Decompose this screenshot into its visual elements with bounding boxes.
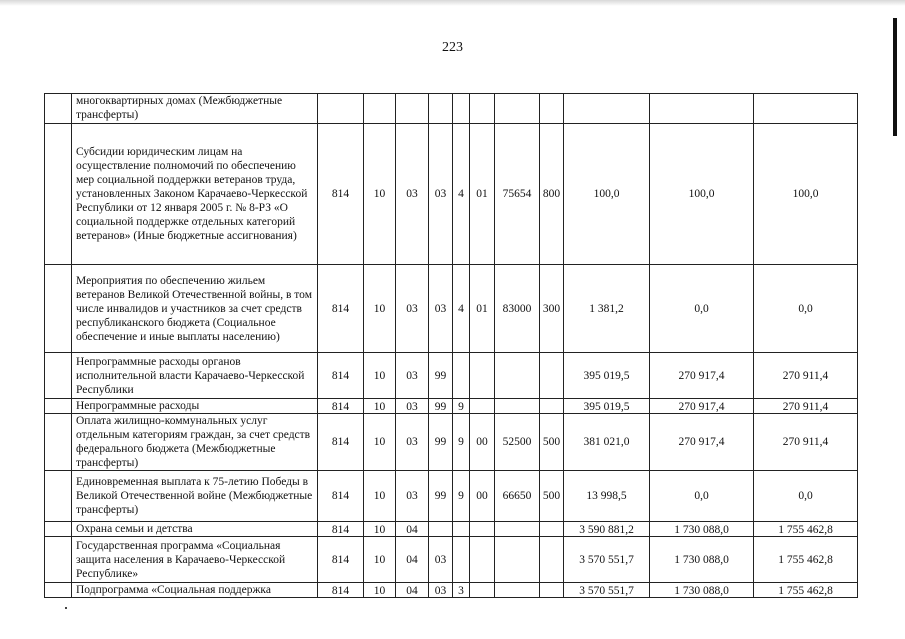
cell-section xyxy=(364,94,396,124)
cell-measure xyxy=(470,537,495,583)
cell-program: 99 xyxy=(429,471,453,522)
cell-ministry: 814 xyxy=(318,537,364,583)
cell-amount-1: 1 381,2 xyxy=(564,265,650,353)
cell-program: 99 xyxy=(429,414,453,471)
budget-table xyxy=(44,93,858,598)
cell-amount-1: 100,0 xyxy=(564,124,650,265)
cell-amount-3 xyxy=(754,94,858,124)
cell-amount-3: 0,0 xyxy=(754,265,858,353)
cell-amount-1: 395 019,5 xyxy=(564,399,650,414)
cell-amount-1: 3 570 551,7 xyxy=(564,583,650,598)
cell-expense-type: 500 xyxy=(540,471,564,522)
cell-amount-1 xyxy=(564,94,650,124)
cell-subprogram: 9 xyxy=(453,471,470,522)
cell-measure: 00 xyxy=(470,414,495,471)
scan-margin-bar xyxy=(893,18,897,136)
cell-ministry xyxy=(318,94,364,124)
cell-measure: 01 xyxy=(470,124,495,265)
cell-subsection: 03 xyxy=(396,471,429,522)
cell-subsection: 03 xyxy=(396,414,429,471)
cell-measure xyxy=(470,94,495,124)
cell-description: Охрана семьи и детства xyxy=(72,522,318,537)
cell-section: 10 xyxy=(364,265,396,353)
table-row xyxy=(45,94,858,124)
cell-direction xyxy=(495,583,540,598)
cell-description: Оплата жилищно-коммунальных услуг отдельным категориям граждан, за счет средств федерального бюджета (Межбюджетные трансферты) xyxy=(72,414,318,471)
cell-amount-2: 100,0 xyxy=(650,124,754,265)
cell-expense-type xyxy=(540,353,564,399)
table-row xyxy=(45,124,858,265)
cell-expense-type xyxy=(540,94,564,124)
table-row xyxy=(45,522,858,537)
cell-direction xyxy=(495,522,540,537)
cell-amount-1: 3 590 881,2 xyxy=(564,522,650,537)
cell-direction xyxy=(495,399,540,414)
cell-ministry: 814 xyxy=(318,471,364,522)
cell-subsection xyxy=(396,94,429,124)
cell-amount-3: 270 911,4 xyxy=(754,399,858,414)
cell-program xyxy=(429,522,453,537)
cell-amount-3: 270 911,4 xyxy=(754,353,858,399)
table-row xyxy=(45,265,858,353)
table-row xyxy=(45,353,858,399)
cell-ministry: 814 xyxy=(318,399,364,414)
cell-measure xyxy=(470,353,495,399)
cell-expense-type: 500 xyxy=(540,414,564,471)
table-row xyxy=(45,537,858,583)
cell-description: Мероприятия по обеспечению жильем ветеранов Великой Отечественной войны, в том числе инвалидов и участников за счет средств республиканского бюджета (Социальное обеспечение и иные выплаты населению) xyxy=(72,265,318,353)
cell-index xyxy=(45,537,72,583)
cell-subprogram xyxy=(453,353,470,399)
cell-measure xyxy=(470,399,495,414)
cell-subsection: 04 xyxy=(396,537,429,583)
cell-expense-type: 800 xyxy=(540,124,564,265)
cell-subprogram: 9 xyxy=(453,399,470,414)
cell-direction: 66650 xyxy=(495,471,540,522)
cell-subprogram xyxy=(453,522,470,537)
cell-subprogram: 9 xyxy=(453,414,470,471)
cell-section: 10 xyxy=(364,583,396,598)
cell-section: 10 xyxy=(364,537,396,583)
cell-ministry: 814 xyxy=(318,353,364,399)
cell-amount-2: 270 917,4 xyxy=(650,353,754,399)
page-number: 223 xyxy=(442,40,463,55)
cell-direction: 52500 xyxy=(495,414,540,471)
cell-program: 99 xyxy=(429,353,453,399)
cell-ministry: 814 xyxy=(318,583,364,598)
cell-subsection: 04 xyxy=(396,583,429,598)
cell-measure xyxy=(470,583,495,598)
cell-subprogram: 4 xyxy=(453,265,470,353)
cell-index xyxy=(45,414,72,471)
cell-index xyxy=(45,471,72,522)
cell-section: 10 xyxy=(364,471,396,522)
cell-direction: 83000 xyxy=(495,265,540,353)
cell-ministry: 814 xyxy=(318,414,364,471)
cell-program: 03 xyxy=(429,583,453,598)
cell-amount-2: 0,0 xyxy=(650,471,754,522)
cell-subsection: 04 xyxy=(396,522,429,537)
cell-amount-2: 1 730 088,0 xyxy=(650,522,754,537)
cell-amount-1: 381 021,0 xyxy=(564,414,650,471)
cell-amount-3: 100,0 xyxy=(754,124,858,265)
cell-ministry: 814 xyxy=(318,522,364,537)
cell-measure xyxy=(470,522,495,537)
cell-subsection: 03 xyxy=(396,399,429,414)
table-row xyxy=(45,583,858,598)
cell-direction xyxy=(495,537,540,583)
cell-description: Подпрограмма «Социальная поддержка xyxy=(72,583,318,598)
cell-ministry: 814 xyxy=(318,265,364,353)
cell-measure: 00 xyxy=(470,471,495,522)
cell-index xyxy=(45,399,72,414)
cell-description: Непрограммные расходы xyxy=(72,399,318,414)
cell-description: Государственная программа «Социальная защита населения в Карачаево-Черкесской Республике» xyxy=(72,537,318,583)
cell-index xyxy=(45,94,72,124)
cell-amount-1: 395 019,5 xyxy=(564,353,650,399)
cell-amount-3: 1 755 462,8 xyxy=(754,522,858,537)
cell-amount-2: 0,0 xyxy=(650,265,754,353)
cell-description: Субсидии юридическим лицам на осуществление полномочий по обеспечению мер социальной поддержки ветеранов труда, установленных Законом Карачаево-Черкесской Республики от 12 января 2005 г. № 8-РЗ «О социальной поддержке отдельных категорий ветеранов» (Иные бюджетные ассигнования) xyxy=(72,124,318,265)
scan-top-edge xyxy=(0,0,905,6)
cell-section: 10 xyxy=(364,399,396,414)
cell-subprogram xyxy=(453,537,470,583)
cell-amount-2: 270 917,4 xyxy=(650,399,754,414)
cell-subprogram: 3 xyxy=(453,583,470,598)
table-row xyxy=(45,471,858,522)
cell-ministry: 814 xyxy=(318,124,364,265)
cell-program: 03 xyxy=(429,124,453,265)
cell-expense-type xyxy=(540,399,564,414)
cell-direction xyxy=(495,94,540,124)
cell-amount-1: 3 570 551,7 xyxy=(564,537,650,583)
cell-description: Единовременная выплата к 75-летию Победы в Великой Отечественной войне (Межбюджетные трансферты) xyxy=(72,471,318,522)
cell-expense-type xyxy=(540,583,564,598)
cell-amount-2: 1 730 088,0 xyxy=(650,537,754,583)
cell-subsection: 03 xyxy=(396,265,429,353)
cell-amount-3: 0,0 xyxy=(754,471,858,522)
cell-program: 03 xyxy=(429,265,453,353)
cell-direction xyxy=(495,353,540,399)
cell-description: Непрограммные расходы органов исполнительной власти Карачаево-Черкесской Республики xyxy=(72,353,318,399)
cell-direction: 75654 xyxy=(495,124,540,265)
cell-description: многоквартирных домах (Межбюджетные трансферты) xyxy=(72,94,318,124)
cell-amount-3: 1 755 462,8 xyxy=(754,537,858,583)
cell-index xyxy=(45,583,72,598)
cell-program xyxy=(429,94,453,124)
cell-amount-2: 270 917,4 xyxy=(650,414,754,471)
cell-index xyxy=(45,265,72,353)
cell-amount-2: 1 730 088,0 xyxy=(650,583,754,598)
cell-subprogram: 4 xyxy=(453,124,470,265)
cell-amount-1: 13 998,5 xyxy=(564,471,650,522)
cell-program: 03 xyxy=(429,537,453,583)
cell-expense-type xyxy=(540,537,564,583)
cell-section: 10 xyxy=(364,353,396,399)
scan-speck xyxy=(65,607,67,609)
cell-index xyxy=(45,124,72,265)
cell-amount-3: 1 755 462,8 xyxy=(754,583,858,598)
table-row xyxy=(45,414,858,471)
cell-section: 10 xyxy=(364,124,396,265)
cell-subsection: 03 xyxy=(396,353,429,399)
cell-index xyxy=(45,522,72,537)
cell-index xyxy=(45,353,72,399)
cell-subprogram xyxy=(453,94,470,124)
cell-measure: 01 xyxy=(470,265,495,353)
cell-program: 99 xyxy=(429,399,453,414)
table-row xyxy=(45,399,858,414)
cell-expense-type xyxy=(540,522,564,537)
cell-section: 10 xyxy=(364,414,396,471)
cell-amount-2 xyxy=(650,94,754,124)
cell-amount-3: 270 911,4 xyxy=(754,414,858,471)
cell-subsection: 03 xyxy=(396,124,429,265)
cell-expense-type: 300 xyxy=(540,265,564,353)
cell-section: 10 xyxy=(364,522,396,537)
